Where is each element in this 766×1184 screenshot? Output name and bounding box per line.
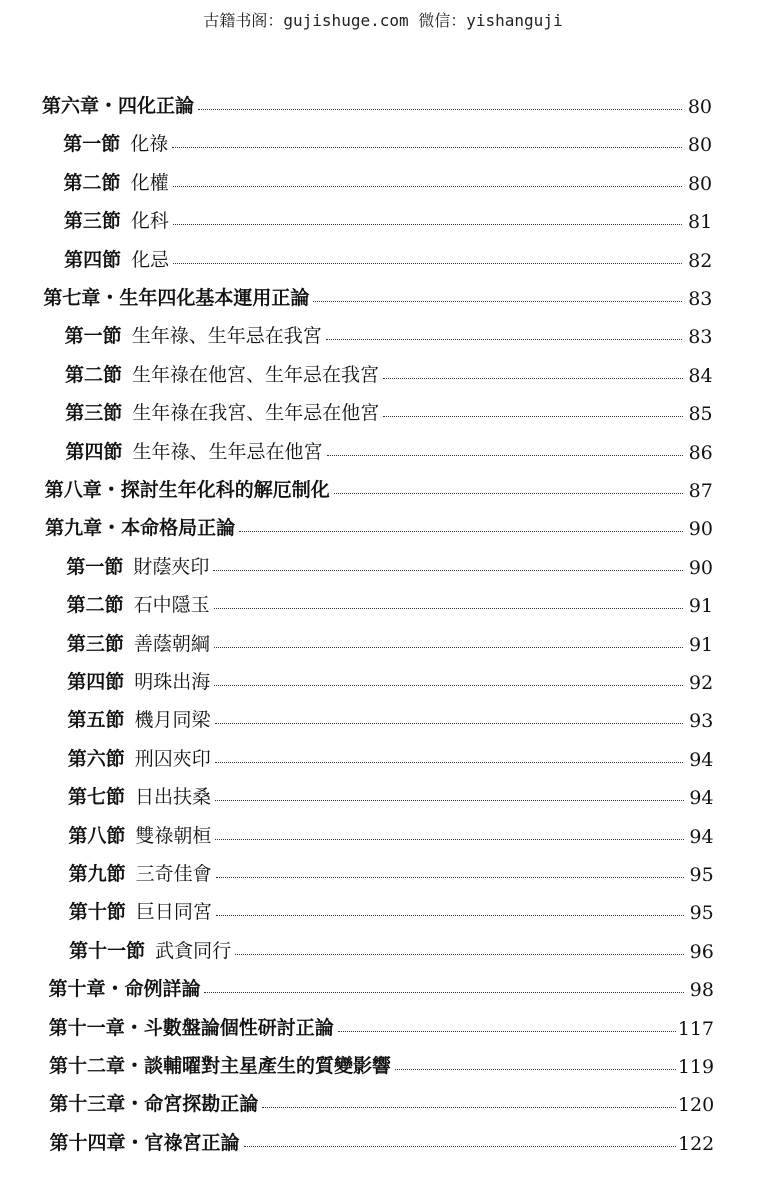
dot-leader xyxy=(338,1031,676,1032)
toc-section-row xyxy=(67,620,713,656)
toc-page-number: 80 xyxy=(687,96,712,118)
toc-section-label: 第一節 xyxy=(63,133,121,156)
toc-section-row xyxy=(68,735,714,771)
toc-section-row xyxy=(66,428,713,464)
toc-section-label: 第八節 xyxy=(68,824,126,847)
toc-section-label: 第十節 xyxy=(68,901,126,924)
dot-leader xyxy=(213,570,683,571)
toc-section-label: 第三節 xyxy=(66,632,124,655)
toc-section-title: 化忌 xyxy=(131,248,170,271)
toc-section-title: 生年祿在他宮、生年忌在我宮 xyxy=(131,363,379,386)
toc-chapter-title: 第十一章・斗數盤論個性研討正論 xyxy=(48,1016,334,1039)
toc-chapter-title: 第七章・生年四化基本運用正論 xyxy=(43,287,310,309)
toc-section-row xyxy=(69,927,714,963)
toc-section-row xyxy=(69,888,714,924)
toc-page-number: 119 xyxy=(677,1056,715,1078)
toc-section-label: 第十一節 xyxy=(69,939,146,962)
toc-section-title: 化科 xyxy=(130,210,169,233)
toc-page-number: 90 xyxy=(688,518,713,541)
toc-page-number: 83 xyxy=(688,288,713,310)
toc-chapter-title: 第六章・四化正論 xyxy=(42,95,195,117)
dot-leader xyxy=(172,147,682,148)
toc-section-title: 生年祿、生年忌在他宮 xyxy=(132,440,323,463)
toc-section-title: 機月同梁 xyxy=(134,709,211,732)
toc-section-label: 第六節 xyxy=(67,747,125,770)
toc-page-number: 94 xyxy=(689,748,714,771)
toc-page-number: 87 xyxy=(688,480,713,502)
dot-leader xyxy=(313,301,682,302)
toc-chapter-title: 第九章・本命格局正論 xyxy=(45,517,236,540)
toc-chapter-row xyxy=(49,1080,714,1116)
dot-leader xyxy=(244,1146,676,1147)
toc-section-label: 第三節 xyxy=(63,210,121,233)
toc-page-number: 85 xyxy=(688,403,713,426)
dot-leader xyxy=(214,647,683,648)
toc-section-row xyxy=(65,389,712,425)
toc-chapter-title: 第十三章・命宮探勘正論 xyxy=(49,1093,259,1116)
dot-leader xyxy=(326,339,683,340)
dot-leader xyxy=(235,954,684,955)
toc-section-title: 化祿 xyxy=(130,133,169,156)
dot-leader xyxy=(216,915,684,916)
dot-leader xyxy=(214,608,683,609)
toc-page-number: 82 xyxy=(688,249,713,272)
toc-page-number: 94 xyxy=(689,825,714,848)
toc-chapter-row xyxy=(45,466,713,502)
dot-leader xyxy=(395,1069,676,1070)
toc-section-title: 生年祿在我宮、生年忌在他宮 xyxy=(132,402,380,425)
dot-leader xyxy=(239,531,683,532)
toc-page-number: 80 xyxy=(687,172,713,195)
toc-section-label: 第四節 xyxy=(65,440,123,463)
toc-section-row xyxy=(68,812,713,848)
toc-section-title: 化權 xyxy=(130,171,169,194)
toc-section-title: 財蔭夾印 xyxy=(133,555,210,578)
dot-leader xyxy=(383,416,682,417)
dot-leader xyxy=(215,800,683,801)
toc-section-title: 武貪同行 xyxy=(155,939,232,962)
toc-section-row xyxy=(67,658,713,694)
toc-section-title: 生年祿、生年忌在我宮 xyxy=(131,325,322,348)
toc-section-row xyxy=(63,120,712,156)
toc-section-title: 日出扶桑 xyxy=(135,786,212,809)
toc-page-number: 117 xyxy=(677,1017,714,1040)
toc-section-label: 第二節 xyxy=(64,363,122,386)
dot-leader xyxy=(214,685,683,686)
toc-chapter-row xyxy=(50,1119,715,1155)
toc-section-row xyxy=(65,312,713,348)
toc-section-row xyxy=(64,236,712,272)
toc-chapter-row xyxy=(42,82,712,118)
dot-leader xyxy=(173,263,682,264)
toc-section-row xyxy=(67,696,713,732)
toc-section-title: 巨日同宮 xyxy=(135,901,212,924)
toc-page-number: 94 xyxy=(689,787,714,810)
toc-page-number: 95 xyxy=(689,864,714,886)
toc-page-number: 81 xyxy=(688,211,713,234)
toc-page-number: 86 xyxy=(688,441,713,464)
watermark-header: 古籍书阁：gujishuge.com 微信：yishanguji xyxy=(203,11,563,30)
toc-page-number: 90 xyxy=(688,556,713,579)
dot-leader xyxy=(215,839,683,840)
toc-section-title: 明珠出海 xyxy=(134,671,211,693)
toc-chapter-row xyxy=(48,965,713,1001)
dot-leader xyxy=(173,224,682,225)
toc-section-row xyxy=(66,543,713,579)
dot-leader xyxy=(215,723,684,724)
toc-page-number: 96 xyxy=(689,940,714,963)
toc-section-label: 第七節 xyxy=(68,786,126,809)
toc-section-label: 第五節 xyxy=(67,709,125,732)
dot-leader xyxy=(327,455,683,456)
toc-page-number: 80 xyxy=(687,134,713,157)
toc-page-number: 92 xyxy=(689,672,714,694)
toc-section-row xyxy=(67,581,713,617)
toc-page-number: 120 xyxy=(677,1094,715,1117)
dot-leader xyxy=(198,109,682,110)
dot-leader xyxy=(216,877,684,878)
toc-section-label: 第一節 xyxy=(66,555,124,578)
toc-section-row xyxy=(64,159,713,195)
toc-section-label: 第九節 xyxy=(68,863,126,885)
toc-chapter-row xyxy=(45,504,713,540)
toc-page-number: 91 xyxy=(688,595,714,618)
toc-page-number: 122 xyxy=(677,1132,715,1155)
toc-chapter-title: 第十章・命例詳論 xyxy=(48,978,201,1001)
toc-chapter-row xyxy=(43,274,712,310)
toc-section-title: 石中隱玉 xyxy=(133,594,210,617)
dot-leader xyxy=(262,1107,676,1108)
toc-section-row xyxy=(64,197,712,233)
toc-chapter-row xyxy=(49,1004,714,1040)
toc-section-label: 第二節 xyxy=(63,171,121,194)
toc-section-title: 雙祿朝桓 xyxy=(135,824,212,847)
toc-page-number: 84 xyxy=(688,364,713,387)
toc-section-label: 第一節 xyxy=(64,325,122,348)
dot-leader xyxy=(334,493,683,494)
toc-page-number: 95 xyxy=(689,902,714,925)
toc-section-label: 第二節 xyxy=(66,594,124,617)
toc-page-number: 98 xyxy=(689,979,714,1002)
toc-chapter-title: 第八章・探討生年化科的解厄制化 xyxy=(44,479,330,501)
toc-page-number: 83 xyxy=(688,326,713,349)
dot-leader xyxy=(204,992,683,993)
toc-section-label: 第三節 xyxy=(65,402,123,425)
toc-chapter-title: 第十四章・官祿宮正論 xyxy=(49,1131,240,1154)
toc-chapter-row xyxy=(49,1042,714,1078)
toc-section-row xyxy=(65,351,713,387)
toc-section-title: 三奇佳會 xyxy=(135,863,212,885)
toc-page-number: 91 xyxy=(688,633,714,656)
dot-leader xyxy=(173,186,683,187)
toc-page-number: 93 xyxy=(689,710,714,733)
toc-section-row xyxy=(68,773,713,809)
toc-section-label: 第四節 xyxy=(67,671,125,693)
toc-chapter-title: 第十二章・談輔曜對主星產生的質變影響 xyxy=(49,1055,392,1077)
dot-leader xyxy=(383,378,683,379)
toc-section-row xyxy=(69,850,714,886)
toc-section-title: 刑囚夾印 xyxy=(134,747,211,770)
dot-leader xyxy=(215,762,684,763)
toc-section-label: 第四節 xyxy=(64,248,122,271)
toc-section-title: 善蔭朝綱 xyxy=(133,632,210,655)
